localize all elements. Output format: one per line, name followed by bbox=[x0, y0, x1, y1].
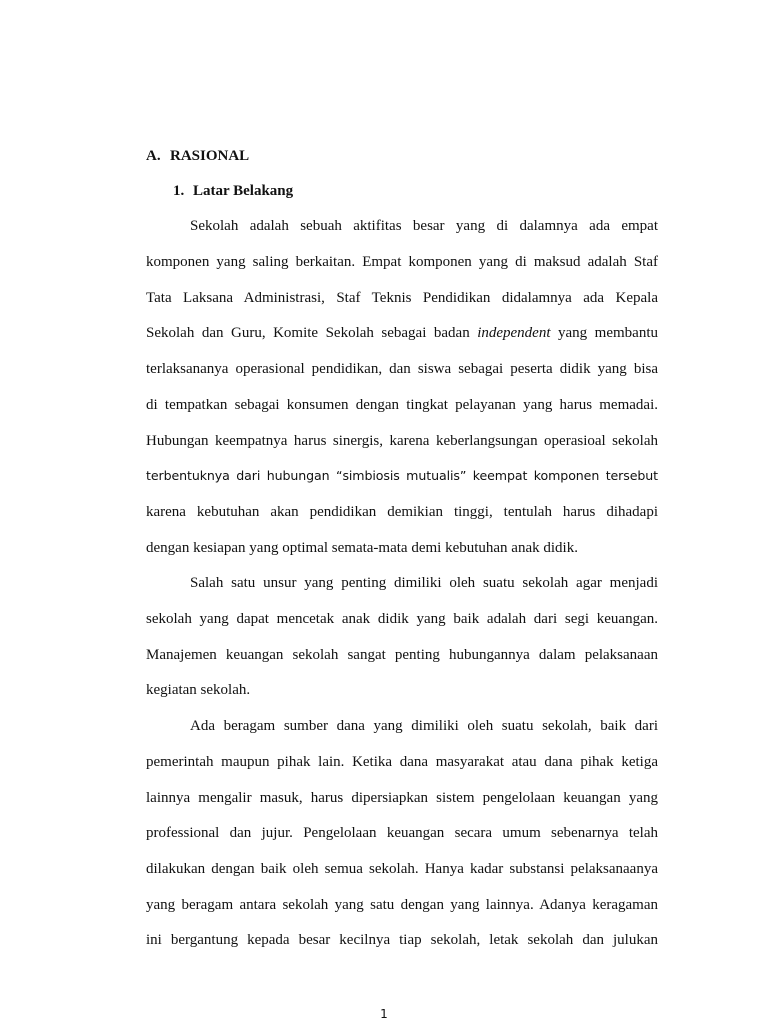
section-title: RASIONAL bbox=[170, 148, 250, 164]
paragraph-line: terbentuknya dari hubungan “simbiosis mutualis” keempat komponen tersebut bbox=[146, 468, 658, 483]
paragraph-line: ini bergantung kepada besar kecilnya tiap sekolah, letak sekolah dan julukan bbox=[146, 932, 658, 948]
paragraph-line: Tata Laksana Administrasi, Staf Teknis Pendidikan didalamnya ada Kepala bbox=[146, 290, 658, 306]
paragraph-line: professional dan jujur. Pengelolaan keuangan secara umum sebenarnya telah bbox=[146, 825, 658, 841]
paragraph-line: sekolah yang dapat mencetak anak didik yang baik adalah dari segi keuangan. bbox=[146, 611, 658, 627]
paragraph-line bbox=[146, 323, 658, 343]
line-text: Sekolah dan Guru, Komite Sekolah sebagai badan bbox=[146, 325, 478, 341]
page-number: 1 bbox=[380, 1007, 388, 1021]
paragraph-line: Manajemen keuangan sekolah sangat penting hubungannya dalam pelaksanaan bbox=[146, 647, 658, 663]
paragraph-line: komponen yang saling berkaitan. Empat komponen yang di maksud adalah Staf bbox=[146, 254, 658, 270]
line-text: yang membantu bbox=[550, 325, 658, 341]
subsection-heading bbox=[173, 181, 293, 201]
italic-term: independent bbox=[477, 325, 551, 341]
paragraph-line: Sekolah adalah sebuah aktifitas besar yang di dalamnya ada empat bbox=[190, 218, 658, 234]
paragraph-line: Salah satu unsur yang penting dimiliki oleh suatu sekolah agar menjadi bbox=[190, 575, 658, 591]
paragraph-line: lainnya mengalir masuk, harus dipersiapkan sistem pengelolaan keuangan yang bbox=[146, 790, 658, 806]
section-number: A. bbox=[146, 148, 161, 164]
paragraph-line: terlaksananya operasional pendidikan, dan siswa sebagai peserta didik yang bisa bbox=[146, 361, 658, 377]
paragraph-line: dengan kesiapan yang optimal semata-mata demi kebutuhan anak didik. bbox=[146, 540, 578, 556]
paragraph-line: yang beragam antara sekolah yang satu dengan yang lainnya. Adanya keragaman bbox=[146, 897, 658, 913]
paragraph-line: Hubungan keempatnya harus sinergis, karena keberlangsungan operasioal sekolah bbox=[146, 433, 658, 449]
section-heading bbox=[146, 146, 249, 166]
paragraph-line: pemerintah maupun pihak lain. Ketika dana masyarakat atau dana pihak ketiga bbox=[146, 754, 658, 770]
paragraph-line: karena kebutuhan akan pendidikan demikian tinggi, tentulah harus dihadapi bbox=[146, 504, 658, 520]
paragraph-line: dilakukan dengan baik oleh semua sekolah. Hanya kadar substansi pelaksanaanya bbox=[146, 861, 658, 877]
subsection-number: 1. bbox=[173, 183, 185, 199]
paragraph-line: Ada beragam sumber dana yang dimiliki oleh suatu sekolah, baik dari bbox=[190, 718, 658, 734]
paragraph-line: kegiatan sekolah. bbox=[146, 682, 251, 698]
paragraph-line: di tempatkan sebagai konsumen dengan tingkat pelayanan yang harus memadai. bbox=[146, 397, 658, 413]
subsection-title: Latar Belakang bbox=[193, 183, 294, 199]
